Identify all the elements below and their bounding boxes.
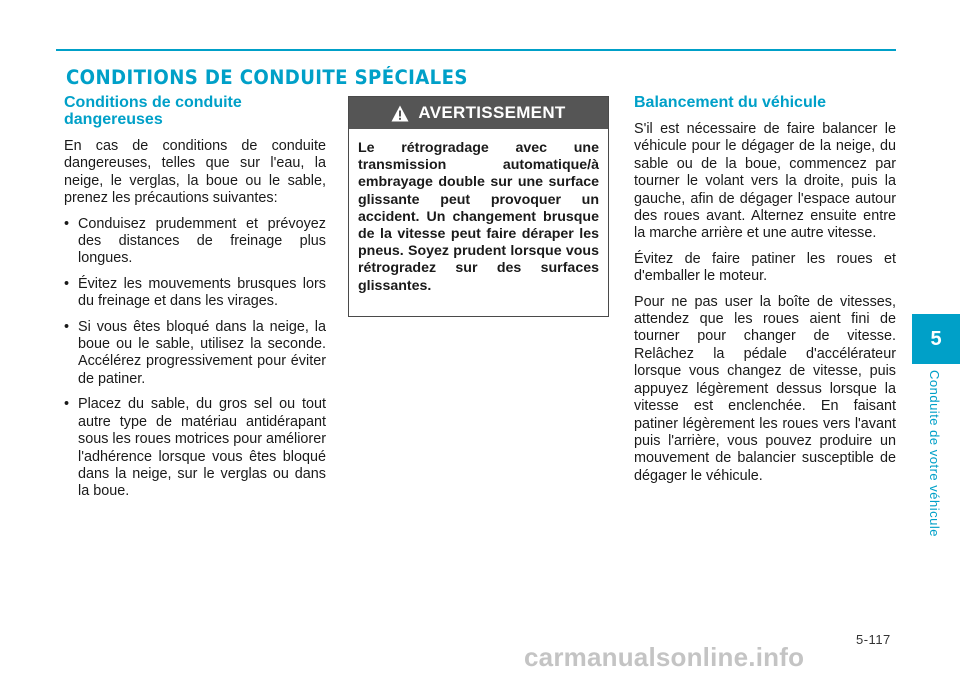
list-item: • Placez du sable, du gros sel ou tout autre type de matériau antidérapant sous les roues motrices pour améliorer l'adhérence lorsque vous êtes bloqué dans la neige, sur le verglas ou dans la boue. <box>64 396 326 500</box>
paragraph: Pour ne pas user la boîte de vitesses, attendez que les roues aient fini de tourner pour changer de vitesse. Relâchez la pédale d'accélérateur lorsque vous changez de vitesse, puis appuyez légèrement dessus lorsque la vitesse est enclenchée. En faisant patiner légèrement les roues vers l'avant puis l'arrière, vous pouvez produire un mouvement de balancier susceptible de dégager le véhicule. <box>634 293 896 484</box>
list-item: • Si vous êtes bloqué dans la neige, la boue ou le sable, utilisez la seconde. Accélérez progressivement pour éviter de patiner. <box>64 319 326 389</box>
warning-text: Le rétrogradage avec une transmission automatique/à embrayage double sur une surface glissante peut provoquer un accident. Un changement brusque de la vitesse peut faire déraper les pneus. Soyez prudent lorsque vous rétrogradez sur des surfaces glissantes. <box>358 140 599 294</box>
list-item: • Évitez les mouvements brusques lors du freinage et dans les virages. <box>64 276 326 311</box>
list-item: • Conduisez prudemment et prévoyez des distances de freinage plus longues. <box>64 216 326 268</box>
watermark: carmanualsonline.info <box>524 642 805 672</box>
precautions-list <box>64 216 326 501</box>
paragraph: S'il est nécessaire de faire balancer le véhicule pour le dégager de la neige, du sable ou de la boue, commencez par tourner le volant vers la droite, puis la gauche, afin de dégager l'espace autour des roues avant. Alternez ensuite entre la marche arrière et une autre vitesse. <box>634 121 896 242</box>
left-column <box>64 94 326 509</box>
warning-title: AVERTISSEMENT <box>418 103 566 122</box>
right-column <box>634 94 896 493</box>
chapter-tab[interactable]: 5 <box>912 314 960 364</box>
intro-paragraph: En cas de conditions de conduite dangereuses, telles que sur l'eau, la neige, le verglas, la boue ou le sable, prenez les précautions suivantes: <box>64 138 326 207</box>
warning-box <box>348 96 609 317</box>
warning-triangle-icon <box>391 105 409 122</box>
section-title: CONDITIONS DE CONDUITE SPÉCIALES <box>66 66 468 89</box>
heading-vehicle-rocking: Balancement du véhicule <box>634 94 827 111</box>
chapter-label: Conduite de votre véhicule <box>927 370 942 537</box>
top-rule <box>56 49 896 51</box>
paragraph: Évitez de faire patiner les roues et d'emballer le moteur. <box>634 250 896 285</box>
heading-dangerous-conditions: Conditions de conduite dangereuses <box>64 94 242 128</box>
page-number: 5-117 <box>856 632 891 647</box>
warning-header <box>349 97 608 129</box>
